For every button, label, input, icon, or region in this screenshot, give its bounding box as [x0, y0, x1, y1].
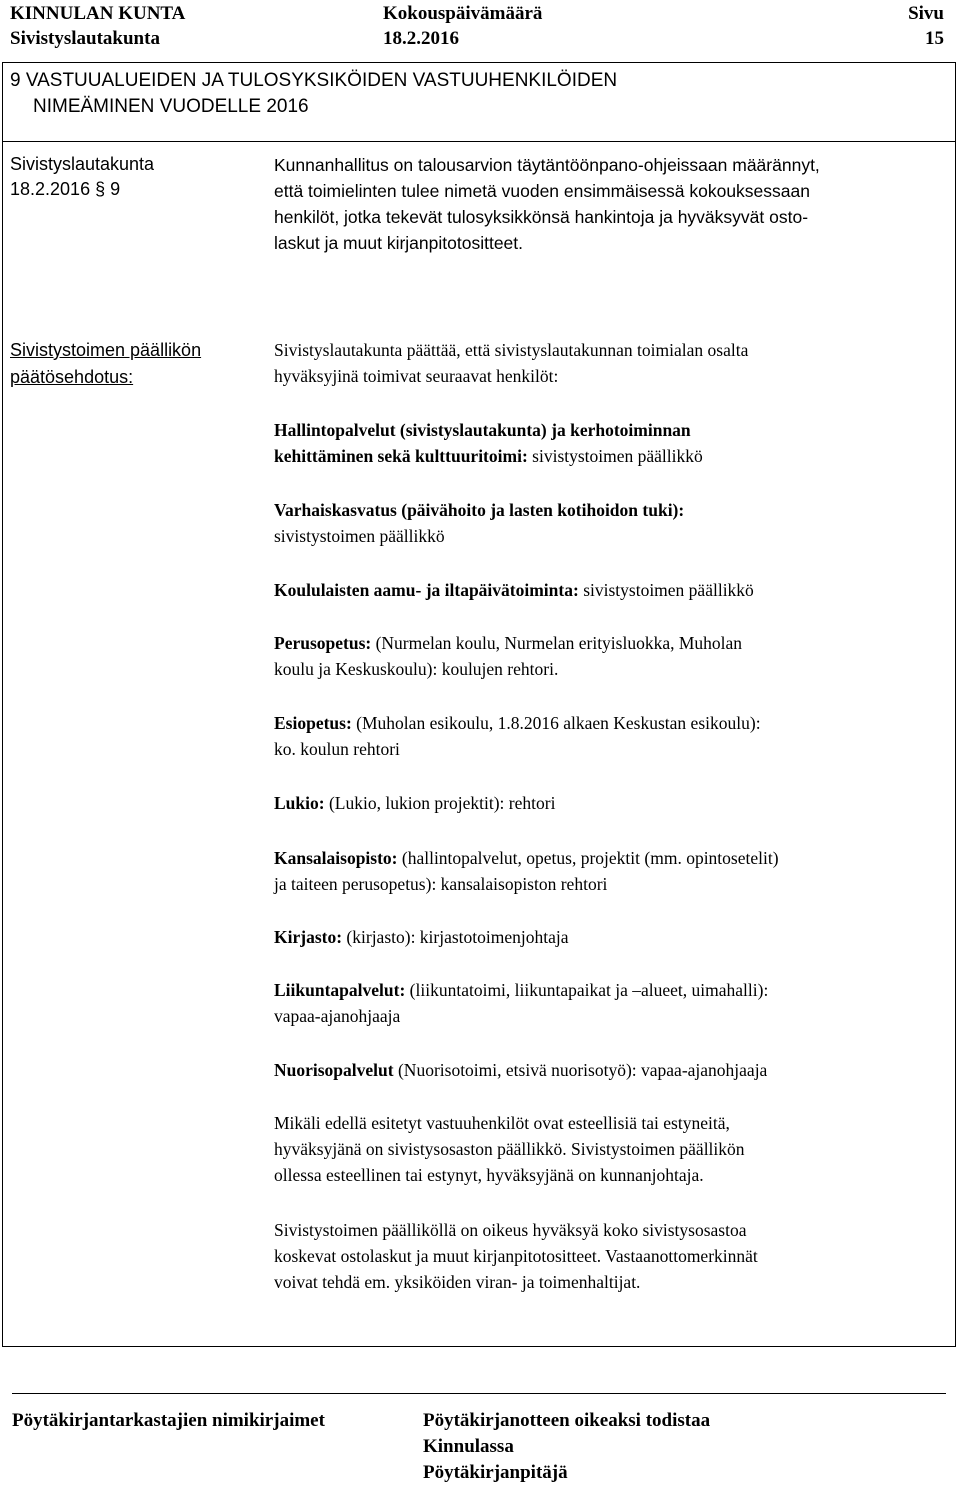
intro-line: laskut ja muut kirjanpitotositteet. — [274, 233, 524, 253]
rights-paragraph — [274, 1217, 954, 1295]
intro-paragraph — [274, 152, 954, 256]
item-heading: Hallintopalvelut (sivistyslautakunta) ja kerhotoiminnan — [274, 420, 691, 440]
substitute-line: hyväksyjänä on sivistysosaston päällikkö. Sivistystoimen päällikön — [274, 1139, 745, 1159]
date-label: Kokouspäivämäärä — [383, 3, 543, 24]
reference-date-paragraph: 18.2.2016 § 9 — [10, 179, 121, 199]
item-lukio — [274, 790, 954, 816]
item-heading: kehittäminen sekä kulttuuritoimi: — [274, 446, 528, 466]
footer-checkers-initials: Pöytäkirjantarkastajien nimikirjaimet — [12, 1410, 325, 1431]
title-divider — [2, 141, 956, 142]
item-responsible: (hallintopalvelut, opetus, projektit (mm. opintosetelit) — [397, 848, 779, 868]
page-number: 15 — [925, 28, 944, 49]
substitute-line: Mikäli edellä esitetyt vastuuhenkilöt ovat esteellisiä tai estyneitä, — [274, 1113, 730, 1133]
item-heading: Varhaiskasvatus (päivähoito ja lasten kotihoidon tuki): — [274, 500, 685, 520]
board-name: Sivistyslautakunta — [10, 28, 160, 49]
signature-line — [12, 1393, 946, 1394]
item-responsible: sivistystoimen päällikkö — [527, 446, 703, 466]
rights-line: Sivistystoimen päälliköllä on oikeus hyväksyä koko sivistysosastoa — [274, 1220, 747, 1240]
proposal-intro-line: hyväksyjinä toimivat seuraavat henkilöt: — [274, 366, 559, 386]
item-kirjasto — [274, 924, 954, 950]
item-esiopetus — [274, 710, 954, 762]
item-varhaiskasvatus — [274, 497, 954, 549]
item-perusopetus — [274, 630, 954, 682]
substitute-line: ollessa esteellinen tai estynyt, hyväksyjänä on kunnanjohtaja. — [274, 1165, 704, 1185]
meeting-date: 18.2.2016 — [383, 28, 459, 49]
section-title-line-2: NIMEÄMINEN VUODELLE 2016 — [33, 96, 309, 117]
intro-line: henkilöt, jotka tekevät tulosyksikkönsä hankintoja ja hyväksyvät osto- — [274, 207, 809, 227]
item-hallintopalvelut — [274, 417, 954, 469]
item-responsible: (Muholan esikoulu, 1.8.2016 alkaen Keskustan esikoulu): — [351, 713, 761, 733]
item-koululaisten — [274, 577, 954, 603]
footer-certify — [423, 1408, 710, 1486]
item-heading: Perusopetus: — [274, 633, 372, 653]
item-heading: Kansalaisopisto: — [274, 848, 398, 868]
item-heading: Liikuntapalvelut: — [274, 980, 406, 1000]
item-kansalaisopisto — [274, 845, 954, 897]
item-responsible: ko. koulun rehtori — [274, 739, 400, 759]
proposal-intro — [274, 337, 954, 389]
section-title — [10, 68, 910, 120]
item-responsible: koulu ja Keskuskoulu): koulujen rehtori. — [274, 659, 559, 679]
item-responsible: sivistystoimen päällikkö — [578, 580, 754, 600]
item-responsible: (liikuntatoimi, liikuntapaikat ja –alueet, uimahalli): — [405, 980, 769, 1000]
section-title-line-1: 9 VASTUUALUEIDEN JA TULOSYKSIKÖIDEN VASTUUHENKILÖIDEN — [10, 70, 618, 91]
item-heading: Kirjasto: — [274, 927, 343, 947]
proposal-label — [10, 337, 201, 391]
item-heading: Esiopetus: — [274, 713, 352, 733]
item-heading: Lukio: — [274, 793, 325, 813]
substitute-paragraph — [274, 1110, 954, 1188]
item-heading: Koululaisten aamu- ja iltapäivätoiminta: — [274, 580, 579, 600]
item-responsible: (Nurmelan koulu, Nurmelan erityisluokka, Muholan — [371, 633, 743, 653]
item-responsible: (Nuorisotoimi, etsivä nuorisotyö): vapaa-ajanohjaaja — [393, 1060, 768, 1080]
item-responsible: vapaa-ajanohjaaja — [274, 1006, 401, 1026]
item-liikuntapalvelut — [274, 977, 954, 1029]
certify-role: Pöytäkirjanpitäjä — [423, 1462, 568, 1483]
page-label: Sivu — [908, 3, 944, 24]
reference-board: Sivistyslautakunta — [10, 154, 155, 174]
item-responsible: (Lukio, lukion projektit): rehtori — [324, 793, 556, 813]
item-nuorisopalvelut — [274, 1057, 954, 1083]
item-responsible: ja taiteen perusopetus): kansalaisopiston rehtori — [274, 874, 608, 894]
rights-line: koskevat ostolaskut ja muut kirjanpitotositteet. Vastaanottomerkinnät — [274, 1246, 758, 1266]
item-heading: Nuorisopalvelut — [274, 1060, 394, 1080]
proposal-label-line-2: päätösehdotus: — [10, 367, 134, 387]
proposal-label-line-1: Sivistystoimen päällikön — [10, 340, 202, 360]
certify-place: Kinnulassa — [423, 1436, 514, 1457]
rights-line: voivat tehdä em. yksiköiden viran- ja toimenhaltijat. — [274, 1272, 641, 1292]
proposal-intro-line: Sivistyslautakunta päättää, että sivistyslautakunnan toimialan osalta — [274, 340, 749, 360]
item-responsible: (kirjasto): kirjastotoimenjohtaja — [342, 927, 569, 947]
intro-line: että toimielinten tulee nimetä vuoden ensimmäisessä kokouksessaan — [274, 181, 810, 201]
section-reference — [10, 152, 154, 202]
certify-text: Pöytäkirjanotteen oikeaksi todistaa — [423, 1410, 711, 1431]
municipality-name: KINNULAN KUNTA — [10, 3, 186, 24]
intro-line: Kunnanhallitus on talousarvion täytäntöönpano-ohjeissaan määrännyt, — [274, 155, 820, 175]
item-responsible: sivistystoimen päällikkö — [274, 526, 445, 546]
